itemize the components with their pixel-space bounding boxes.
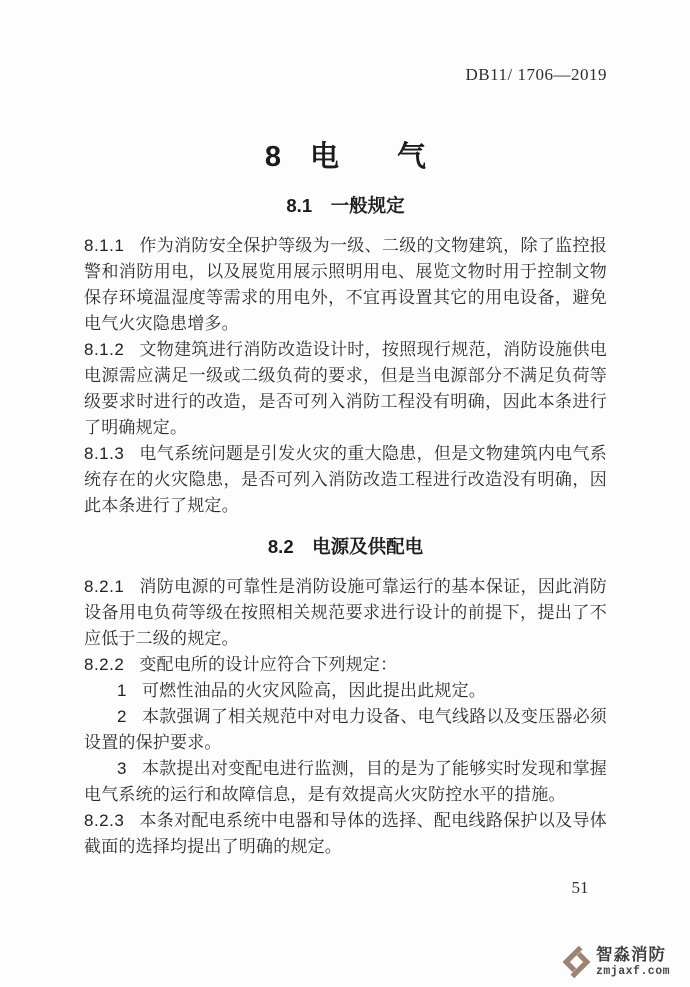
body-line	[84, 678, 607, 704]
line-text: 截面的选择均提出了明确的规定。	[84, 837, 342, 856]
line-text: 此本条进行了规定。	[84, 496, 239, 515]
clause-number: 3	[117, 759, 127, 778]
section-heading: 8.1 一般规定	[286, 195, 405, 216]
line-text: 了明确规定。	[84, 418, 188, 437]
clause-number: 8.1.2	[84, 340, 125, 359]
clause-number: 1	[117, 681, 127, 700]
line-text: 作为消防安全保护等级为一级、二级的文物建筑，除了监控报	[139, 236, 607, 255]
body-line	[84, 834, 607, 860]
clause-number: 8.2.2	[84, 655, 125, 674]
body-line	[84, 756, 607, 782]
line-text: 电气系统问题是引发火灾的重大隐患，但是文物建筑内电气系	[139, 444, 607, 463]
standard-code-header: DB11/ 1706—2019	[465, 65, 607, 84]
line-text: 设备用电负荷等级在按照相关规范要求进行设计的前提下，提出了不	[84, 603, 607, 622]
body-line	[84, 467, 607, 493]
body-line	[84, 493, 607, 519]
brand-diamond-icon	[561, 944, 592, 980]
line-text: 电源需应满足一级或二级负荷的要求，但是当电源部分不满足负荷等	[84, 366, 607, 385]
clause-number: 2	[117, 707, 127, 726]
line-text: 应低于二级的规定。	[84, 629, 239, 648]
content-blocks	[84, 192, 607, 860]
clause-number: 8.1.3	[84, 444, 125, 463]
watermark-logo	[561, 944, 670, 980]
watermark-brand: 智淼消防	[596, 945, 666, 964]
line-text: 可燃性油品的火灾风险高，因此提出此规定。	[141, 681, 486, 700]
line-text: 电气火灾隐患增多。	[84, 314, 239, 333]
body-line	[84, 704, 607, 730]
line-text: 消防电源的可靠性是消防设施可靠运行的基本保证，因此消防	[139, 577, 607, 596]
body-line	[84, 285, 607, 311]
body-line	[84, 441, 607, 467]
body-line	[84, 233, 607, 259]
line-text: 本款提出对变配电进行监测，目的是为了能够实时发现和掌握	[141, 759, 607, 778]
line-text: 本条对配电系统中电器和导体的选择、配电线路保护以及导体	[139, 811, 607, 830]
body-line	[84, 389, 607, 415]
body-line	[84, 574, 607, 600]
line-text: 警和消防用电，以及展览用展示照明用电、展览文物时用于控制文物	[84, 262, 607, 281]
section-heading: 8.2 电源及供配电	[267, 536, 424, 557]
line-text: 统存在的火灾隐患，是否可列入消防改造工程进行改造没有明确，因	[84, 470, 607, 489]
line-text: 电气系统的运行和故障信息，是有效提高火灾防控水平的措施。	[84, 785, 566, 804]
line-text: 文物建筑进行消防改造设计时，按照现行规范，消防设施供电	[139, 340, 607, 359]
line-text: 保存环境温湿度等需求的用电外，不宜再设置其它的用电设备，避免	[84, 288, 607, 307]
page-number: 51	[571, 878, 589, 897]
body-line	[84, 808, 607, 834]
line-text: 级要求时进行的改造，是否可列入消防工程没有明确，因此本条进行	[84, 392, 607, 411]
chapter-title: 8 电 气	[264, 141, 427, 173]
body-line	[84, 259, 607, 285]
body-line	[84, 652, 607, 678]
line-text: 设置的保护要求。	[84, 733, 222, 752]
line-text: 变配电所的设计应符合下列规定：	[139, 655, 398, 674]
watermark-site: zmjaxf.com	[596, 964, 671, 978]
body-line	[84, 311, 607, 337]
body-line	[84, 600, 607, 626]
clause-number: 8.2.3	[84, 811, 125, 830]
clause-number: 8.2.1	[84, 577, 125, 596]
body-line	[84, 337, 607, 363]
watermark-text	[596, 946, 670, 979]
body-line	[84, 730, 607, 756]
body-line	[84, 782, 607, 808]
body-line	[84, 363, 607, 389]
line-text: 本款强调了相关规范中对电力设备、电气线路以及变压器必须	[141, 707, 607, 726]
page-content	[84, 62, 607, 860]
body-line	[84, 415, 607, 441]
body-line	[84, 626, 607, 652]
clause-number: 8.1.1	[84, 236, 125, 255]
